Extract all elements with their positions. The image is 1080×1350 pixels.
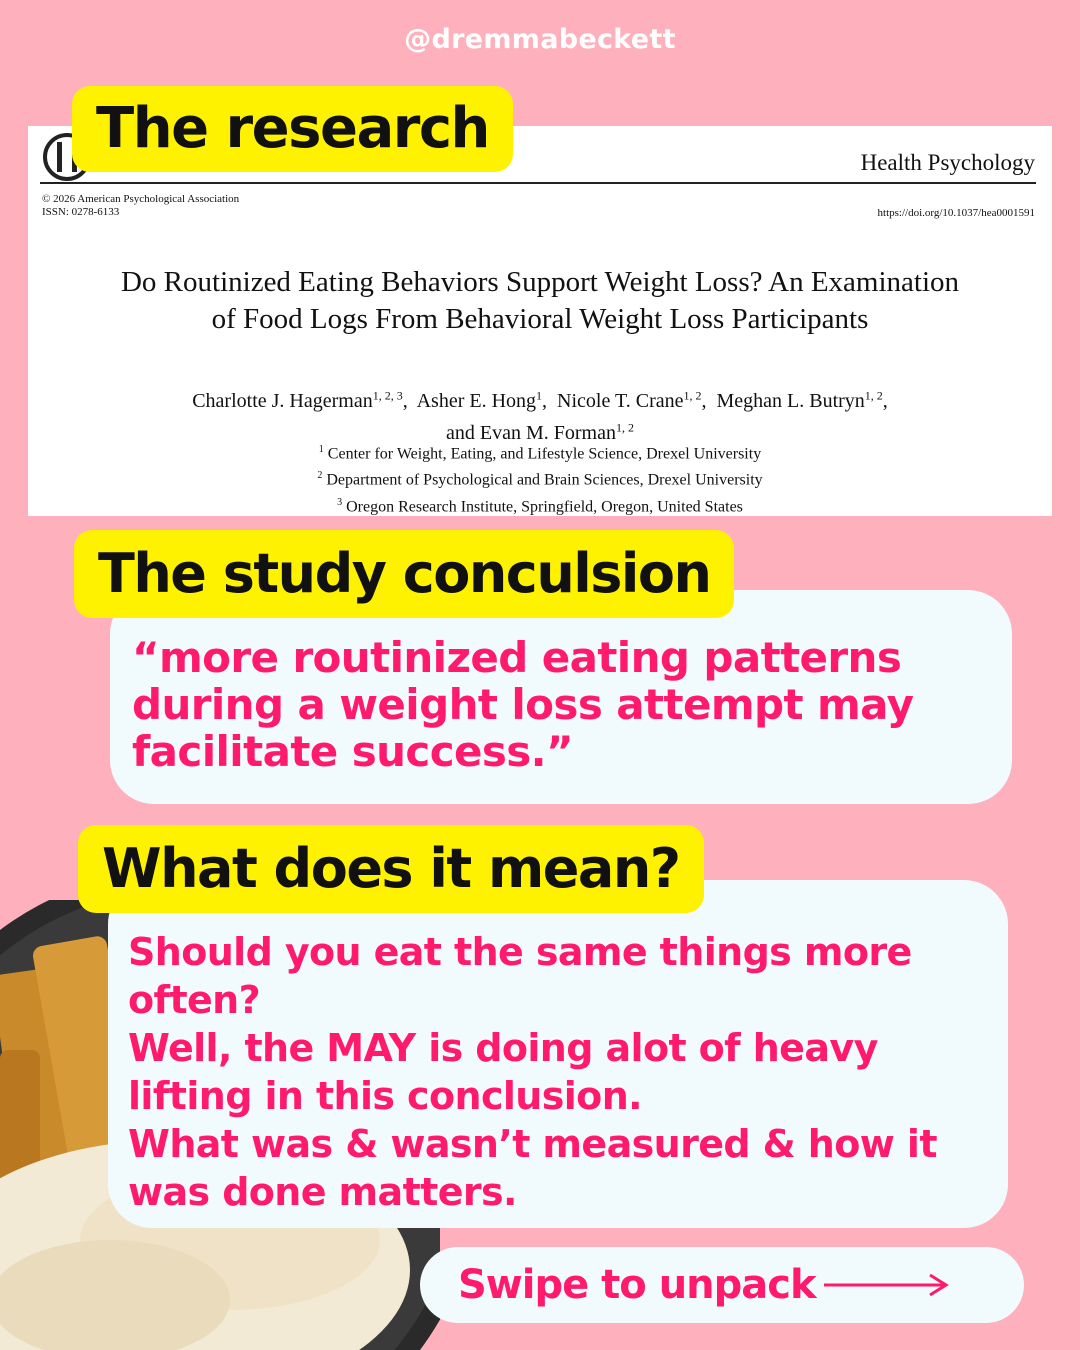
journal-name: Health Psychology (860, 150, 1035, 175)
meaning-text (128, 928, 998, 1216)
handle: @dremmabeckett (404, 24, 676, 55)
conclusion-quote: “more routinized eating patterns during a weight loss attempt may facilitate success.” (132, 633, 914, 776)
meaning-line: Should you eat the same things more often? (128, 930, 912, 1022)
author: Asher E. Hong$^1$, (416, 388, 558, 412)
author: Charlotte J. Hagerman$^{1, 2, 3}$, (192, 388, 417, 412)
copyright-block (42, 193, 239, 219)
paper-card (28, 126, 1052, 516)
meaning-box (108, 880, 1008, 1228)
swipe-button[interactable] (420, 1247, 1024, 1323)
affiliation: $^3$ Oregon Research Institute, Springfield, Oregon, United States (337, 496, 743, 515)
swipe-label: Swipe to unpack (458, 1262, 816, 1308)
affiliation: $^1$ Center for Weight, Eating, and Lifestyle Science, Drexel University (318, 444, 762, 463)
doi: https://doi.org/10.1037/hea0001591 (877, 207, 1035, 219)
meaning-line: What was & wasn’t measured & how it was done matters. (128, 1122, 937, 1214)
conclusion-label: The study conculsion (74, 530, 734, 618)
author: and Evan M. Forman$^{1, 2}$ (446, 420, 634, 445)
copyright: © 2026 American Psychological Association (42, 193, 240, 205)
meaning-label: What does it mean? (78, 825, 704, 913)
affiliation-list (28, 439, 1052, 518)
paper-title-line: of Food Logs From Behavioral Weight Loss Participants (211, 303, 869, 335)
header-rule (40, 182, 1036, 184)
author: Meghan L. Butryn$^{1, 2}$, (716, 388, 888, 412)
research-label: The research (72, 86, 513, 172)
arrow-right-icon (822, 1270, 952, 1300)
affiliation: $^2$ Department of Psychological and Brain Sciences, Drexel University (317, 470, 763, 489)
meaning-line: Well, the MAY is doing alot of heavy lifting in this conclusion. (128, 1026, 878, 1118)
conclusion-quote-box (110, 590, 1012, 804)
issn: ISSN: 0278-6133 (42, 206, 120, 218)
author-list (28, 382, 1052, 447)
paper-title-line: Do Routinized Eating Behaviors Support Weight Loss? An Examination (120, 266, 960, 298)
paper-title (28, 264, 1052, 338)
author: Nicole T. Crane$^{1, 2}$, (557, 388, 717, 412)
